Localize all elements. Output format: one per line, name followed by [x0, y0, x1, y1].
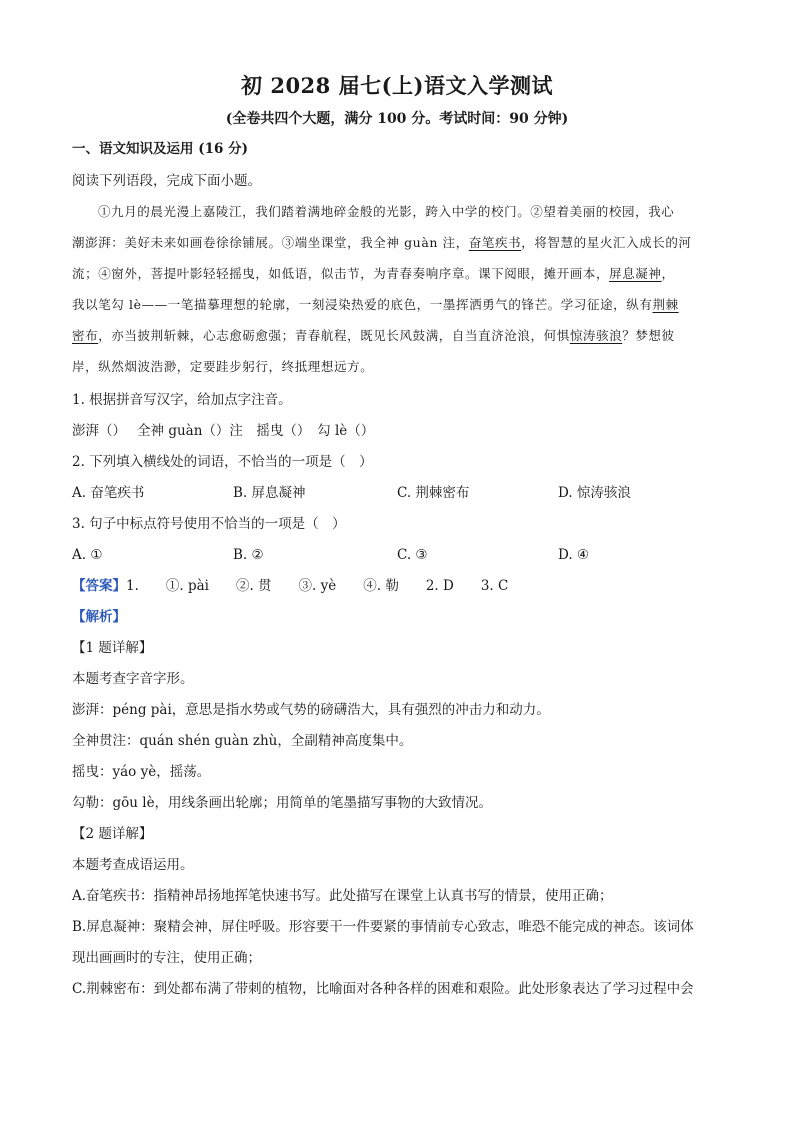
option-d: D. 惊涛骇浪: [558, 485, 631, 501]
analysis-label: 【解析】: [72, 609, 126, 625]
question-2: 2. 下列填入横线处的词语，不恰当的一项是（ ）: [72, 454, 373, 470]
passage-line: 流；④窗外，菩提叶影轻轻摇曳，如低语，似击节，为青春奏响序章。课下阅眼，摊开画本，屏息凝神，: [72, 266, 675, 281]
blank-word: 惊涛骇浪: [569, 328, 623, 343]
section-heading: 一、语文知识及运用 (16 分): [72, 141, 248, 157]
question-1-items: 澎湃（） 全神 guàn（）注 摇曳（） 勾 lè（）: [72, 423, 375, 439]
analysis-text: C.荆棘密布：到处都布满了带刺的植物，比喻面对各种各样的困难和艰险。此处形象表达了学习过程中会: [72, 981, 694, 997]
option-b: B. 屏息凝神: [233, 485, 306, 501]
passage-line: 密布，亦当披荆斩棘，心志愈砺愈强；青春航程，既见长风鼓满，自当直济沧浪，何惧惊涛骇浪？梦想彼: [72, 328, 675, 343]
answer-line: [72, 577, 508, 595]
passage-line: ①九月的晨光漫上嘉陵江，我们踏着满地碎金般的光影，跨入中学的校门。②望着美丽的校园，我心: [98, 204, 675, 219]
analysis-text: A.奋笔疾书：指精神昂扬地挥笔快速书写。此处描写在课堂上认真书写的情景，使用正确；: [72, 888, 613, 904]
blank-word: 荆棘: [652, 297, 679, 312]
analysis-text: 全神贯注：quán shén guàn zhù，全副精神高度集中。: [72, 733, 413, 749]
analysis-text: B.屏息凝神：聚精会神，屏住呼吸。形容要干一件要紧的事情前专心致志，唯恐不能完成的神态。该词体: [72, 919, 694, 935]
analysis-text: 勾勒：gōu lè，用线条画出轮廓；用简单的笔墨描写事物的大致情况。: [72, 795, 493, 811]
passage-line: 潮澎湃：美好未来如画卷徐徐铺展。③端坐课堂，我全神 guàn 注，奋笔疾书，将智慧的星火汇入成长的河: [72, 235, 692, 250]
option-a: A. ①: [72, 547, 103, 563]
option-c: C. 荆棘密布: [397, 485, 470, 501]
passage-line: 我以笔勾 lè——一笔描摹理想的轮廓，一刻浸染热爱的底色，一墨挥洒勇气的锋芒。学习征途，纵有荆棘: [72, 297, 679, 312]
question-1: 1. 根据拼音写汉字，给加点字注音。: [72, 392, 292, 408]
question-3: 3. 句子中标点符号使用不恰当的一项是（ ）: [72, 516, 346, 532]
analysis-text: 本题考查字音字形。: [72, 671, 194, 687]
exam-info: (全卷共四个大题，满分 100 分。考试时间：90 分钟): [225, 111, 569, 127]
analysis-text: 摇曳：yáo yè，摇荡。: [72, 764, 211, 780]
page-title: 初 2028 届七(上)语文入学测试: [241, 73, 553, 98]
instruction-text: 阅读下列语段，完成下面小题。: [72, 173, 261, 189]
analysis-heading-2: 【2 题详解】: [72, 826, 153, 842]
analysis-text: 现出画画时的专注，使用正确；: [72, 950, 261, 966]
blank-word: 密布: [72, 328, 99, 343]
option-d: D. ④: [558, 547, 590, 563]
blank-word: 屏息凝神: [609, 266, 662, 281]
analysis-text: 澎湃：péng pài，意思是指水势或气势的磅礴浩大，具有强烈的冲击力和动力。: [72, 702, 550, 718]
option-c: C. ③: [397, 547, 428, 563]
passage-line: 岸，纵然烟波浩渺，定要跬步躬行，终抵理想远方。: [72, 359, 374, 374]
option-a: A. 奋笔疾书: [72, 485, 145, 501]
answer-text: 1. ①. pài ②. 贯 ③. yè ④. 勒 2. D 3. C: [126, 578, 509, 594]
option-b: B. ②: [233, 547, 264, 563]
blank-word: 奋笔疾书: [468, 235, 522, 250]
answer-label: 【答案】: [72, 578, 126, 594]
analysis-heading-1: 【1 题详解】: [72, 640, 153, 656]
analysis-text: 本题考查成语运用。: [72, 857, 194, 873]
